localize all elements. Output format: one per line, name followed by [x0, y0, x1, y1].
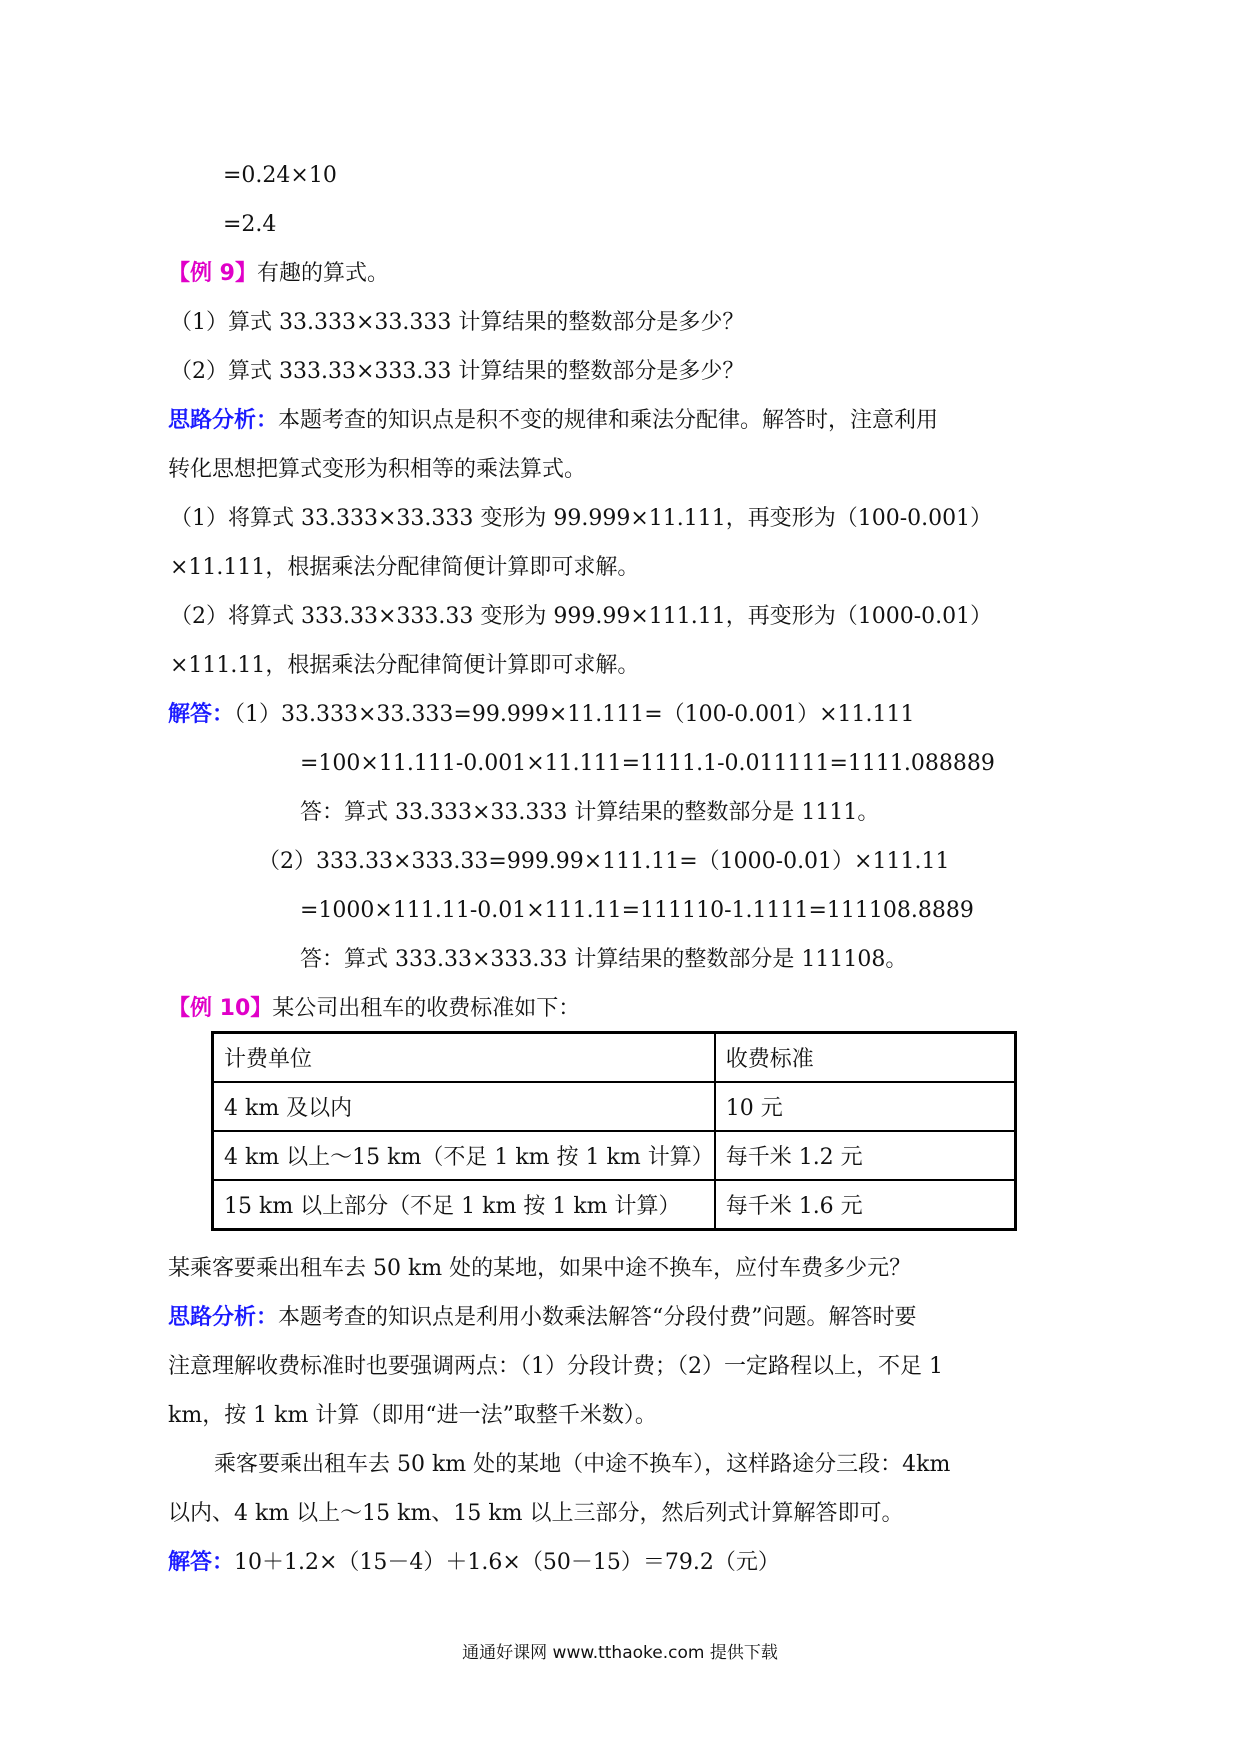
answer-2-line-2: =1000×111.11-0.01×111.11=111110-1.1111=111108.8889 [300, 898, 974, 923]
example-9-method-1-line-1: （1）将算式 33.333×33.333 变形为 99.999×11.111，再变形为（100-0.001） [170, 506, 993, 531]
analysis-label: 思路分析： [168, 1305, 279, 1330]
table-header-cell: 收费标准 [715, 1033, 1016, 1083]
table-row [213, 1082, 1016, 1131]
table-cell: 15 km 以上部分（不足 1 km 按 1 km 计算） [213, 1180, 715, 1230]
example-10-label: 【例 10】 [168, 996, 273, 1021]
answer-2-conclusion: 答：算式 333.33×333.33 计算结果的整数部分是 111108。 [300, 947, 908, 972]
page-footer: 通通好课网 www.tthaoke.com 提供下载 [462, 1643, 778, 1663]
example-10-title: 某公司出租车的收费标准如下： [272, 996, 581, 1021]
example-9-method-2-line-2: ×111.11，根据乘法分配律简便计算即可求解。 [170, 653, 640, 678]
answer-1-line-1: （1）33.333×33.333=99.999×11.111=（100-0.001）×11.111 [234, 702, 915, 727]
example-9-method-1-line-2: ×11.111，根据乘法分配律简便计算即可求解。 [170, 555, 640, 580]
answer-label: 解答： [168, 702, 235, 727]
example-10-heading [168, 994, 580, 1024]
table-header-row [213, 1033, 1016, 1083]
example-9-analysis-line-2: 转化思想把算式变形为积相等的乘法算式。 [168, 457, 587, 482]
example-9-question-2: （2）算式 333.33×333.33 计算结果的整数部分是多少？ [170, 359, 745, 384]
example-9-heading [168, 259, 389, 289]
table-cell: 每千米 1.2 元 [715, 1131, 1016, 1180]
example-10-analysis [168, 1303, 917, 1333]
example-10-analysis-line-4: 乘客要乘出租车去 50 km 处的某地（中途不换车），这样路途分三段：4km [214, 1452, 951, 1477]
example-9-answer [168, 700, 914, 730]
calc-line-2: =2.4 [223, 212, 277, 237]
example-9-analysis [168, 406, 938, 436]
answer-2-line-1: （2）333.33×333.33=999.99×111.11=（1000-0.01）×111.11 [258, 849, 950, 874]
answer-1-conclusion: 答：算式 33.333×33.333 计算结果的整数部分是 1111。 [300, 800, 880, 825]
table-cell: 4 km 以上～15 km（不足 1 km 按 1 km 计算） [213, 1131, 715, 1180]
calc-line-1: =0.24×10 [223, 163, 337, 188]
table-cell: 10 元 [715, 1082, 1016, 1131]
example-10-question: 某乘客要乘出租车去 50 km 处的某地，如果中途不换车，应付车费多少元？ [168, 1256, 912, 1281]
table-cell: 每千米 1.6 元 [715, 1180, 1016, 1230]
answer-1-line-2: =100×11.111-0.001×11.111=1111.1-0.011111=1111.088889 [300, 751, 995, 776]
taxi-fee-table [211, 1031, 1017, 1231]
example-9-title: 有趣的算式。 [256, 261, 389, 286]
example-10-analysis-line-3: km，按 1 km 计算（即用“进一法”取整千米数）。 [168, 1403, 657, 1428]
answer-text: 10＋1.2×（15－4）＋1.6×（50－15）＝79.2（元） [234, 1550, 780, 1575]
analysis-text: 本题考查的知识点是积不变的规律和乘法分配律。解答时，注意利用 [278, 408, 939, 433]
analysis-text: 本题考查的知识点是利用小数乘法解答“分段付费”问题。解答时要 [278, 1305, 917, 1330]
example-9-method-2-line-1: （2）将算式 333.33×333.33 变形为 999.99×111.11，再变形为（1000-0.01） [170, 604, 993, 629]
table-row [213, 1131, 1016, 1180]
example-10-analysis-line-2: 注意理解收费标准时也要强调两点：（1）分段计费；（2）一定路程以上，不足 1 [168, 1354, 943, 1379]
example-10-answer [168, 1548, 780, 1578]
example-9-label: 【例 9】 [168, 261, 257, 286]
table-cell: 4 km 及以内 [213, 1082, 715, 1131]
table-header-cell: 计费单位 [213, 1033, 715, 1083]
analysis-label: 思路分析： [168, 408, 279, 433]
table-row [213, 1180, 1016, 1230]
example-10-analysis-line-5: 以内、4 km 以上～15 km、15 km 以上三部分，然后列式计算解答即可。 [168, 1501, 904, 1526]
answer-label: 解答： [168, 1550, 235, 1575]
example-9-question-1: （1）算式 33.333×33.333 计算结果的整数部分是多少？ [170, 310, 745, 335]
